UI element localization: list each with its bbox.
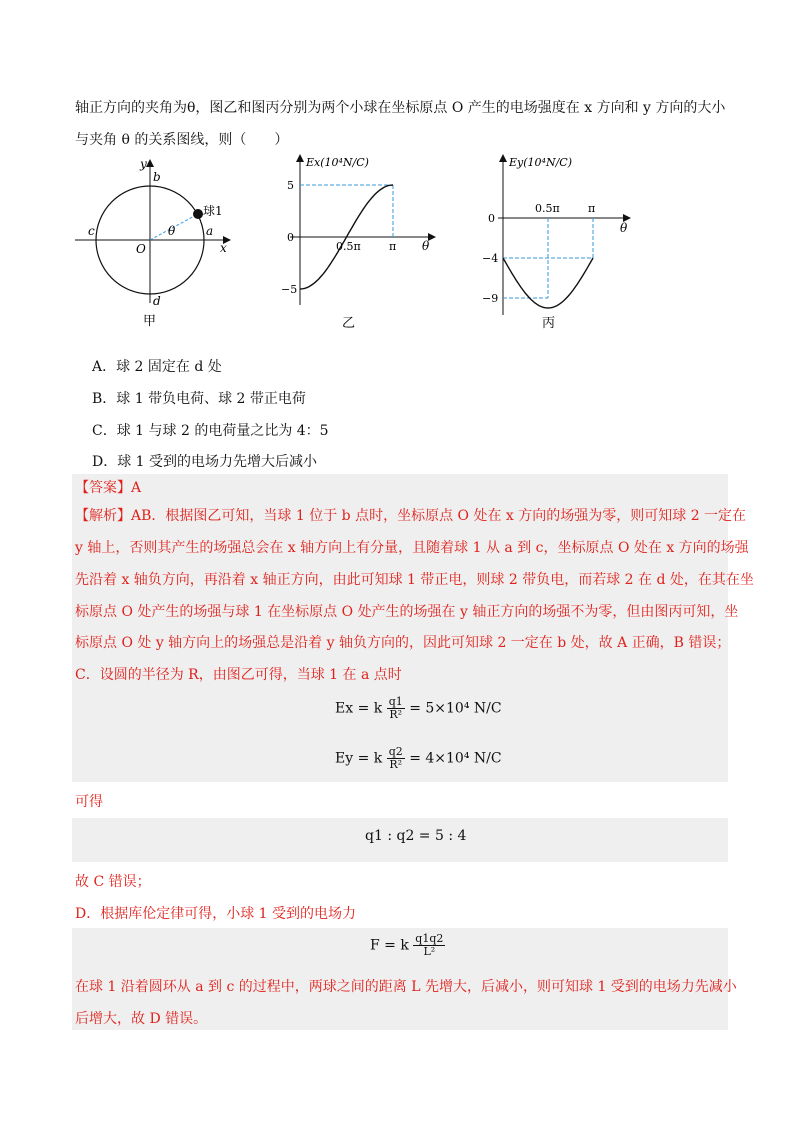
d-line-2: 在球 1 沿着圆环从 a 到 c 的过程中，两球之间的距离 L 先增大，后减小，则可知球 1 受到的电场力先减小 (75, 979, 737, 995)
ytick-neg5: −5 (281, 283, 298, 296)
option-b[interactable]: B．球 1 带负电荷、球 2 带正电荷 (92, 391, 306, 407)
d-line-1: D．根据库伦定律可得，小球 1 受到的电场力 (75, 906, 357, 922)
caption-bing: 丙 (542, 316, 556, 331)
d-line-3: 后增大，故 D 错误。 (75, 1011, 208, 1027)
ball-1 (193, 209, 203, 219)
label-x: x (220, 241, 227, 255)
option-a[interactable]: A．球 2 固定在 d 处 (92, 359, 222, 375)
ytick-0: 0 (488, 212, 495, 225)
xlabel: θ (620, 221, 628, 235)
figure-bing (478, 150, 648, 335)
figure-jia (70, 155, 240, 330)
analysis-line-4: 标原点 O 处产生的场强与球 1 在坐标原点 O 处产生的场强在 y 轴正方向的场强不为零，但由图丙可知，坐 (75, 604, 739, 620)
intro-line-2: 与夹角 θ 的关系图线，则（ ） (75, 132, 289, 148)
option-d[interactable]: D．球 1 受到的电场力先增大后减小 (92, 454, 318, 470)
label-y: y (140, 157, 147, 171)
equation-coulomb: F = k $\frac{q1q2}{\text{L²}}$ (370, 932, 444, 958)
analysis-line-5: 标原点 O 处 y 轴方向上的场强总是沿着 y 轴负方向的，因此可知球 2 一定在 b 处，故 A 正确，B 错误； (75, 635, 731, 651)
c-conclusion: 故 C 错误； (75, 874, 151, 890)
analysis-line-2: y 轴上，否则其产生的场强总会在 x 轴方向上有分量，且随着球 1 从 a 到 c，坐标原点 O 处在 x 方向的场强 (75, 540, 749, 556)
label-o: O (136, 242, 146, 256)
caption-yi: 乙 (342, 316, 356, 331)
figure-yi (270, 150, 450, 335)
ytick-0: 0 (287, 231, 294, 244)
intro-line-1: 轴正方向的夹角为θ，图乙和图丙分别为两个小球在坐标原点 O 产生的电场强度在 x 方向和 y 方向的大小 (75, 100, 726, 116)
label-a: a (206, 224, 214, 238)
label-d: d (153, 294, 161, 308)
kede-label: 可得 (75, 794, 103, 810)
equation-ratio: q1 : q2 = 5 : 4 (365, 828, 467, 844)
analysis-c-line: C．设圆的半径为 R，由图乙可得，当球 1 在 a 点时 (75, 667, 402, 683)
equation-ey: Ey = k $\frac{q2}{\text{R²}}$ = 4×10⁴ N/C (335, 745, 502, 771)
equation-ex: Ex = k $\frac{q1}{\text{R²}}$ = 5×10⁴ N/C (335, 695, 502, 721)
answer: 【答案】A (75, 480, 142, 496)
xtick-half-pi: 0.5π (336, 240, 361, 253)
label-ball1: 球1 (203, 204, 223, 218)
xtick-pi: π (389, 240, 397, 253)
xlabel: θ (422, 239, 430, 253)
option-c[interactable]: C．球 1 与球 2 的电荷量之比为 4：5 (92, 423, 329, 439)
ytick-neg4: −4 (482, 252, 499, 265)
caption-jia: 甲 (143, 314, 157, 329)
xtick-half-pi: 0.5π (535, 202, 560, 215)
ytick-5: 5 (287, 179, 294, 192)
ylabel: Ex(10⁴N/C) (306, 156, 369, 169)
ytick-neg9: −9 (482, 292, 499, 305)
label-b: b (153, 170, 161, 184)
ylabel: Ey(10⁴N/C) (509, 156, 572, 169)
analysis-line-3: 先沿着 x 轴负方向，再沿着 x 轴正方向，由此可知球 1 带正电，则球 2 带负电，而若球 2 在 d 处，在其在坐 (75, 572, 754, 588)
label-theta: θ (168, 224, 176, 238)
label-c: c (88, 224, 95, 238)
analysis-line-1: 【解析】AB．根据图乙可知，当球 1 位于 b 点时，坐标原点 O 处在 x 方向的场强为零，则可知球 2 一定在 (75, 508, 747, 524)
xtick-pi: π (588, 202, 596, 215)
series-ey (503, 258, 593, 308)
